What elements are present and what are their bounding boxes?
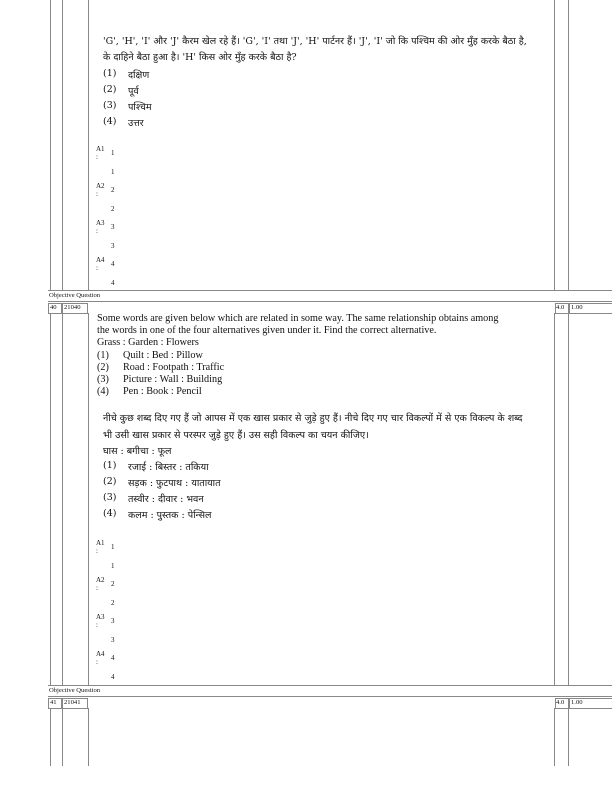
answer-colon: : bbox=[96, 264, 98, 272]
option-text: उत्तर bbox=[128, 118, 144, 129]
question-text: Some words are given below which are related in some way. The same relationship obtains among bbox=[97, 313, 499, 324]
grid-line bbox=[88, 313, 89, 685]
question-stem: Grass : Garden : Flowers bbox=[97, 337, 199, 348]
question-id: 21041 bbox=[64, 699, 81, 706]
question-text: नीचे कुछ शब्द दिए गए हैं जो आपस में एक खास प्रकार से जुड़े हुए हैं। नीचे दिए गए चार विकल्पों में से एक विकल्प के शब्द bbox=[103, 413, 523, 424]
answer-value: 1 bbox=[111, 543, 115, 551]
option-text: पूर्व bbox=[128, 86, 139, 97]
option-number: (2) bbox=[103, 84, 117, 95]
question-text: के दाहिने बैठा हुआ है। 'H' किस ओर मुँह करके बैठा है? bbox=[103, 52, 297, 63]
option-number: (4) bbox=[103, 116, 117, 127]
option-text: पश्चिम bbox=[128, 102, 152, 113]
answer-value-repeat: 2 bbox=[111, 599, 115, 607]
answer-value: 2 bbox=[111, 580, 115, 588]
row-divider bbox=[48, 301, 612, 302]
answer-colon: : bbox=[96, 190, 98, 198]
answer-colon: : bbox=[96, 584, 98, 592]
answer-colon: : bbox=[96, 621, 98, 629]
grid-line bbox=[62, 708, 63, 766]
option-text: Picture : Wall : Building bbox=[123, 374, 223, 385]
question-serial: 40 bbox=[50, 304, 57, 311]
answer-label: A2 bbox=[96, 182, 105, 190]
option-text: कलम : पुस्तक : पेन्सिल bbox=[128, 510, 212, 521]
grid-line bbox=[62, 313, 63, 685]
answer-value-repeat: 4 bbox=[111, 673, 115, 681]
question-id: 21040 bbox=[64, 304, 81, 311]
option-number: (3) bbox=[103, 100, 117, 111]
grid-line bbox=[50, 313, 51, 685]
question-text: भी उसी खास प्रकार से परस्पर जुड़े हुए हैं। उस सही विकल्प का चयन कीजिए। bbox=[103, 430, 369, 441]
question-type-label: Objective Question bbox=[49, 687, 101, 694]
negative-marks: 1.00 bbox=[571, 699, 583, 706]
grid-line bbox=[568, 0, 569, 290]
option-number: (4) bbox=[103, 508, 117, 519]
answer-label: A3 bbox=[96, 219, 105, 227]
answer-label: A2 bbox=[96, 576, 105, 584]
answer-label: A4 bbox=[96, 256, 105, 264]
row-divider bbox=[48, 290, 612, 291]
grid-line bbox=[88, 0, 89, 290]
question-serial: 41 bbox=[50, 699, 57, 706]
option-number: (2) bbox=[97, 362, 109, 373]
grid-line bbox=[50, 708, 51, 766]
answer-label: A1 bbox=[96, 539, 105, 547]
answer-label: A3 bbox=[96, 613, 105, 621]
grid-line bbox=[568, 313, 569, 685]
option-number: (1) bbox=[103, 68, 117, 79]
answer-value-repeat: 3 bbox=[111, 242, 115, 250]
option-text: रजाई : बिस्तर : तकिया bbox=[128, 462, 209, 473]
grid-line bbox=[62, 0, 63, 290]
option-number: (3) bbox=[97, 374, 109, 385]
option-text: सड़क : फुटपाथ : यातायात bbox=[128, 478, 221, 489]
grid-line bbox=[554, 0, 555, 290]
answer-value-repeat: 4 bbox=[111, 279, 115, 287]
question-stem: घास : बगीचा : फूल bbox=[103, 446, 172, 457]
grid-line bbox=[554, 313, 555, 685]
row-divider bbox=[48, 685, 612, 686]
grid-line bbox=[568, 708, 569, 766]
answer-label: A1 bbox=[96, 145, 105, 153]
answer-value-repeat: 1 bbox=[111, 562, 115, 570]
option-number: (2) bbox=[103, 476, 117, 487]
question-text: 'G', 'H', 'I' और 'J' कैरम खेल रहे हैं। 'G', 'I' तथा 'J', 'H' पार्टनर हैं। 'J', 'I' जो कि पश्चिम की ओर मुँह करके बैठा है, bbox=[103, 36, 527, 47]
answer-value-repeat: 1 bbox=[111, 168, 115, 176]
option-number: (4) bbox=[97, 386, 109, 397]
grid-line bbox=[50, 0, 51, 290]
grid-line bbox=[88, 708, 89, 766]
option-number: (1) bbox=[103, 460, 117, 471]
answer-colon: : bbox=[96, 658, 98, 666]
answer-value: 1 bbox=[111, 149, 115, 157]
answer-value: 2 bbox=[111, 186, 115, 194]
option-text: Road : Footpath : Traffic bbox=[123, 362, 225, 373]
option-number: (1) bbox=[97, 350, 109, 361]
option-number: (3) bbox=[103, 492, 117, 503]
answer-colon: : bbox=[96, 153, 98, 161]
question-marks: 4.0 bbox=[556, 304, 565, 311]
row-divider bbox=[48, 696, 612, 697]
question-text: the words in one of the four alternatives given under it. Find the correct alternative. bbox=[97, 325, 437, 336]
option-text: दक्षिण bbox=[128, 70, 150, 81]
answer-value: 3 bbox=[111, 223, 115, 231]
answer-value: 3 bbox=[111, 617, 115, 625]
answer-value: 4 bbox=[111, 654, 115, 662]
negative-marks: 1.00 bbox=[571, 304, 583, 311]
question-marks: 4.0 bbox=[556, 699, 565, 706]
answer-value: 4 bbox=[111, 260, 115, 268]
option-text: Quilt : Bed : Pillow bbox=[123, 350, 203, 361]
answer-colon: : bbox=[96, 227, 98, 235]
question-type-label: Objective Question bbox=[49, 292, 101, 299]
option-text: तस्वीर : दीवार : भवन bbox=[128, 494, 204, 505]
grid-line bbox=[554, 708, 555, 766]
answer-colon: : bbox=[96, 547, 98, 555]
answer-label: A4 bbox=[96, 650, 105, 658]
option-text: Pen : Book : Pencil bbox=[123, 386, 202, 397]
answer-value-repeat: 2 bbox=[111, 205, 115, 213]
answer-value-repeat: 3 bbox=[111, 636, 115, 644]
